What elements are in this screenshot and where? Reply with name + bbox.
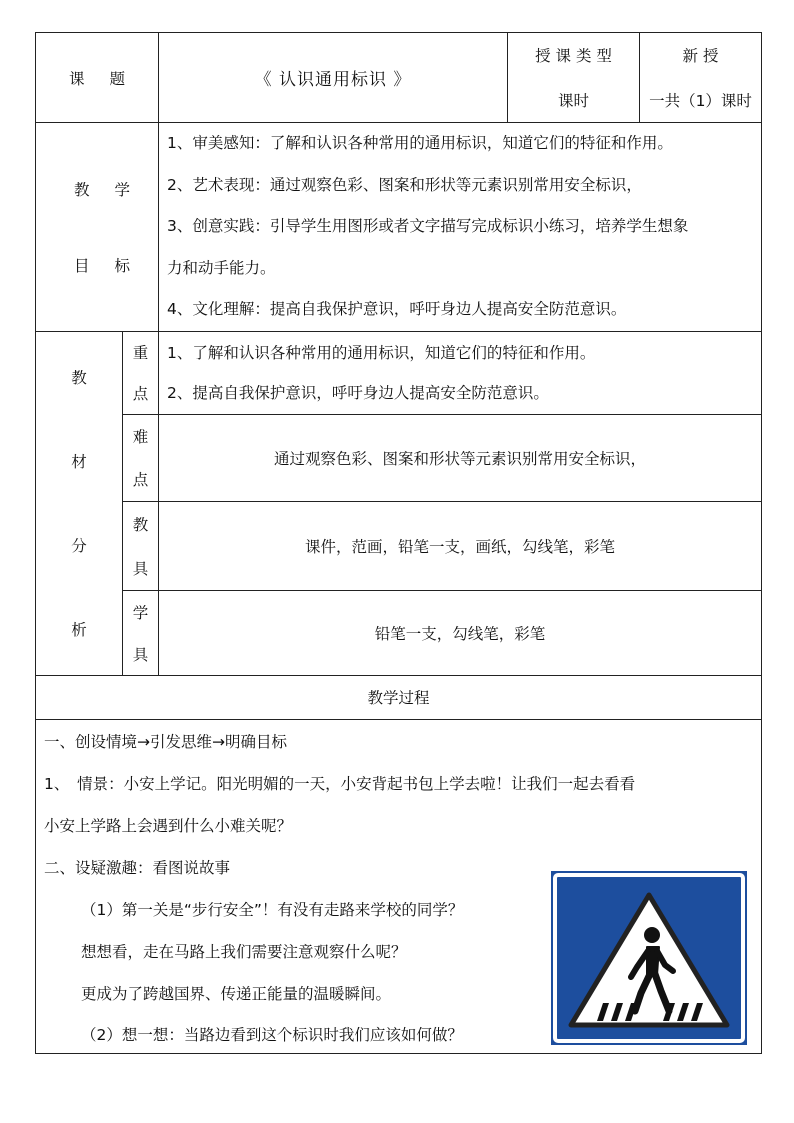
analysis-label-char: 分 <box>71 536 87 555</box>
goals-label-char: 学 <box>114 180 130 199</box>
header-row <box>36 33 762 123</box>
difficulty-label-char: 点 <box>132 471 149 489</box>
key-point-item: 1、了解和认识各种常用的通用标识，知道它们的特征和作用。 <box>167 343 596 362</box>
goal-item: 4、文化理解：提高自我保护意识，呼吁身边人提高安全防范意识。 <box>167 300 627 318</box>
student-tools-label-cell <box>123 590 159 675</box>
difficulty-label-cell <box>123 414 159 501</box>
topic-label-cell <box>36 33 159 123</box>
key-point-item: 2、提高自我保护意识，呼吁身边人提高安全防范意识。 <box>167 383 549 402</box>
teaching-tools-label-char: 教 <box>132 515 149 534</box>
goals-label-char: 目 <box>74 256 90 275</box>
teaching-tools-row <box>36 501 762 590</box>
process-title: 教学过程 <box>36 675 762 719</box>
analysis-label-char: 析 <box>71 620 87 639</box>
goal-item: 力和动手能力。 <box>167 258 276 277</box>
goal-item: 2、艺术表现：通过观察色彩、图案和形状等元素识别常用安全标识， <box>167 175 642 194</box>
goals-label-char: 标 <box>114 256 130 275</box>
process-line: 小安上学路上会遇到什么小难关呢？ <box>44 816 293 835</box>
process-title-row <box>36 675 762 719</box>
difficulty-row <box>36 414 762 501</box>
goals-content <box>159 123 762 332</box>
teaching-tools-label-cell <box>123 501 159 590</box>
lesson-plan-document <box>35 32 761 1046</box>
type-value: 新 授 <box>682 47 719 66</box>
process-body <box>36 719 762 1053</box>
key-label-char: 重 <box>132 344 149 362</box>
student-tools-label-char: 具 <box>132 645 149 664</box>
teaching-tools-text: 课件，范画，铅笔一支，画纸，勾线笔，彩笔 <box>159 501 762 590</box>
process-line: 想想看，走在马路上我们需要注意观察什么呢？ <box>81 942 407 961</box>
student-tools-label-char: 学 <box>132 603 149 622</box>
analysis-label-char: 材 <box>71 453 87 472</box>
teaching-tools-label-char: 具 <box>132 559 149 578</box>
difficulty-label-char: 难 <box>132 428 149 446</box>
goal-item: 3、创意实践：引导学生用图形或者文字描写完成标识小练习，培养学生想象 <box>167 217 689 235</box>
process-body-row <box>36 719 762 1053</box>
student-tools-text: 铅笔一支，勾线笔，彩笔 <box>159 590 762 675</box>
analysis-label-cell <box>36 331 123 675</box>
hours-value: 一共（1）课时 <box>649 91 752 110</box>
type-label-cell <box>508 33 640 123</box>
key-points-content <box>159 331 762 414</box>
topic-label-char: 题 <box>109 69 125 88</box>
difficulty-text: 通过观察色彩、图案和形状等元素识别常用安全标识， <box>159 414 762 501</box>
process-line: 一、创设情境→引发思维→明确目标 <box>44 732 287 751</box>
hours-label: 课时 <box>557 91 589 110</box>
lesson-plan-table <box>35 32 762 1054</box>
process-line: 1、 情景：小安上学记。阳光明媚的一天，小安背起书包上学去啦！让我们一起去看看 <box>44 774 636 793</box>
analysis-label-char: 教 <box>71 369 87 388</box>
key-label-char: 点 <box>132 385 149 403</box>
process-line: 更成为了跨越国界、传递正能量的温暖瞬间。 <box>81 984 392 1003</box>
process-line: （1）第一关是“步行安全”！有没有走路来学校的同学？ <box>81 900 464 919</box>
goals-label-cell <box>36 123 159 332</box>
topic-title: 《 认识通用标识 》 <box>159 33 508 123</box>
topic-label-char: 课 <box>69 69 85 88</box>
key-points-row <box>36 331 762 414</box>
key-points-label-cell <box>123 331 159 414</box>
goals-row <box>36 123 762 332</box>
student-tools-row <box>36 590 762 675</box>
type-value-cell <box>640 33 762 123</box>
process-line: （2）想一想：当路边看到这个标识时我们应该如何做？ <box>81 1025 463 1044</box>
process-line: 二、设疑激趣：看图说故事 <box>44 858 231 877</box>
goals-label-char: 教 <box>74 180 90 199</box>
pedestrian-crossing-sign-icon <box>551 871 747 1045</box>
type-label: 授 课 类 型 <box>535 47 612 66</box>
goal-item: 1、审美感知：了解和认识各种常用的通用标识，知道它们的特征和作用。 <box>167 134 673 152</box>
